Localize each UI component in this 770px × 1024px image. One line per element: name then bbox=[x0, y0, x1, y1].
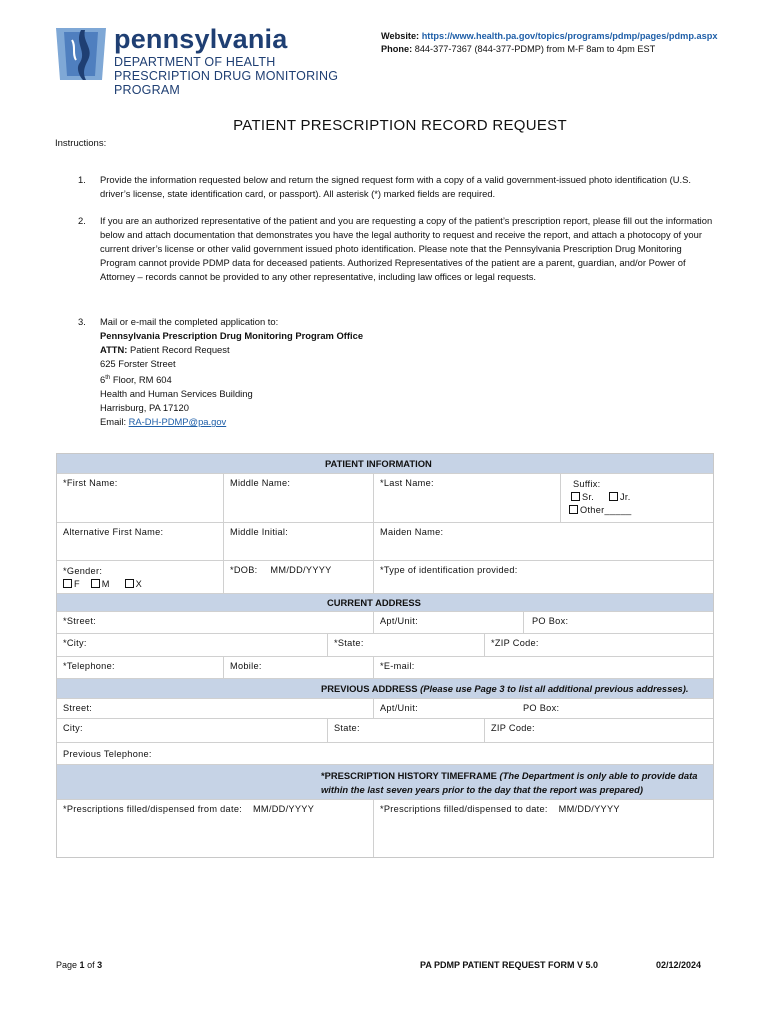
instructions-label: Instructions: bbox=[55, 138, 107, 149]
section-patient-information: PATIENT INFORMATION bbox=[57, 454, 713, 473]
prev-po-box-field[interactable]: PO Box: bbox=[523, 703, 560, 713]
zip-field[interactable]: *ZIP Code: bbox=[484, 634, 715, 656]
row-current-city bbox=[57, 633, 713, 656]
middle-initial-field[interactable]: Middle Initial: bbox=[223, 523, 373, 560]
contact-info bbox=[381, 30, 717, 56]
suffix-sr-checkbox[interactable] bbox=[571, 492, 580, 501]
instruction-1 bbox=[55, 173, 720, 203]
logo-wordmark: pennsylvania bbox=[114, 24, 288, 54]
pa-logo bbox=[52, 22, 382, 97]
to-date-format: MM/DD/YYYY bbox=[558, 804, 620, 814]
telephone-field[interactable]: *Telephone: bbox=[63, 661, 115, 671]
gender-label: *Gender: bbox=[63, 566, 103, 576]
page-title: PATIENT PRESCRIPTION RECORD REQUEST bbox=[233, 117, 567, 134]
last-name-field[interactable]: *Last Name: bbox=[373, 474, 560, 522]
address-floor: 6th Floor, RM 604 bbox=[100, 374, 172, 386]
gender-x-checkbox[interactable] bbox=[125, 579, 134, 588]
attn-value: Patient Record Request bbox=[130, 344, 230, 355]
instruction-2 bbox=[55, 214, 720, 302]
row-previous-city bbox=[57, 718, 713, 742]
prev-street-field[interactable]: Street: bbox=[63, 703, 93, 713]
previous-address-note: (Please use Page 3 to list all additional previous addresses). bbox=[420, 683, 689, 694]
id-type-field[interactable]: *Type of identification provided: bbox=[373, 561, 715, 593]
instruction-number: 3. bbox=[78, 316, 86, 327]
page-number: Page 1 of 3 bbox=[56, 960, 103, 970]
section-prescription-timeframe: *PRESCRIPTION HISTORY TIMEFRAME (The Department is only able to provide data within the last seven years prior to the day that the report was prepared) bbox=[57, 764, 713, 799]
maiden-name-field[interactable]: Maiden Name: bbox=[373, 523, 715, 560]
instruction-number: 2. bbox=[78, 215, 86, 226]
suffix-field: Suffix: Sr. Jr. Other_____ bbox=[560, 474, 715, 522]
row-names bbox=[57, 473, 713, 522]
from-date-format: MM/DD/YYYY bbox=[252, 804, 315, 814]
suffix-label: Suffix: bbox=[573, 479, 601, 489]
attn-label: ATTN: bbox=[100, 344, 128, 355]
prev-city-field[interactable]: City: bbox=[63, 723, 83, 733]
section-current-address: CURRENT ADDRESS bbox=[57, 593, 713, 611]
row-previous-phone bbox=[57, 742, 713, 764]
mail-intro: Mail or e-mail the completed application to: bbox=[100, 316, 279, 327]
section-previous-address: PREVIOUS ADDRESS (Please use Page 3 to list all additional previous addresses). bbox=[57, 678, 713, 698]
row-timeframe-dates bbox=[57, 799, 713, 857]
gender-field: *Gender: F M X bbox=[57, 561, 223, 593]
suffix-other-checkbox[interactable] bbox=[569, 505, 578, 514]
email-field[interactable]: *E-mail: bbox=[373, 657, 715, 678]
row-alt-names bbox=[57, 522, 713, 560]
street-field[interactable]: *Street: bbox=[63, 616, 97, 626]
dob-format: MM/DD/YYYY bbox=[270, 565, 332, 575]
middle-name-field[interactable]: Middle Name: bbox=[223, 474, 373, 522]
apt-unit-field[interactable]: Apt/Unit: bbox=[373, 612, 523, 633]
state-field[interactable]: *State: bbox=[327, 634, 484, 656]
prev-zip-field[interactable]: ZIP Code: bbox=[484, 719, 715, 742]
city-field[interactable]: *City: bbox=[63, 638, 87, 648]
form-date: 02/12/2024 bbox=[656, 960, 702, 970]
email-label: Email: bbox=[100, 416, 127, 428]
alt-first-name-field[interactable]: Alternative First Name: bbox=[63, 527, 164, 537]
form-version: PA PDMP PATIENT REQUEST FORM V 5.0 bbox=[420, 960, 599, 970]
row-current-street bbox=[57, 611, 713, 633]
logo-program: PRESCRIPTION DRUG MONITORING PROGRAM bbox=[114, 69, 339, 97]
logo-department: DEPARTMENT OF HEALTH bbox=[114, 55, 276, 69]
address-building: Health and Human Services Building bbox=[100, 388, 253, 400]
row-previous-street bbox=[57, 698, 713, 718]
phone-label: Phone: bbox=[381, 44, 413, 54]
instruction-number: 1. bbox=[78, 174, 86, 185]
dob-field[interactable]: *DOB: MM/DD/YYYY bbox=[223, 561, 373, 593]
row-gender-dob bbox=[57, 560, 713, 593]
suffix-jr-checkbox[interactable] bbox=[609, 492, 618, 501]
first-name-field[interactable]: *First Name: bbox=[63, 478, 118, 488]
instruction-text: Provide the information requested below and return the signed request form with a copy of a valid government-issued photo identification (U.S. driver’s license, state identification card, or passport). All asterisk (*) marked fields are required. bbox=[100, 174, 691, 199]
po-box-field[interactable]: PO Box: bbox=[523, 612, 715, 633]
website-link[interactable]: https://www.health.pa.gov/topics/programs/pdmp/pages/pdmp.aspx bbox=[421, 31, 718, 41]
prev-telephone-field[interactable]: Previous Telephone: bbox=[63, 749, 152, 759]
request-form bbox=[56, 453, 714, 858]
address-city: Harrisburg, PA 17120 bbox=[100, 402, 189, 414]
prev-state-field[interactable]: State: bbox=[327, 719, 484, 742]
website-label: Website: bbox=[381, 31, 420, 41]
keystone-logo-icon bbox=[52, 22, 110, 82]
instruction-3 bbox=[55, 315, 720, 433]
gender-m-checkbox[interactable] bbox=[91, 579, 100, 588]
mobile-field[interactable]: Mobile: bbox=[223, 657, 373, 678]
to-date-field[interactable]: *Prescriptions filled/dispensed to date: MM/DD/YYYY bbox=[373, 800, 715, 857]
phone-text: 844-377-7367 (844-377-PDMP) from M-F 8am to 4pm EST bbox=[414, 44, 656, 54]
from-date-field[interactable]: *Prescriptions filled/dispensed from date: MM/DD/YYYY bbox=[63, 804, 315, 814]
address-street: 625 Forster Street bbox=[100, 358, 176, 369]
gender-f-checkbox[interactable] bbox=[63, 579, 72, 588]
email-link[interactable]: RA-DH-PDMP@pa.gov bbox=[128, 416, 227, 428]
prev-apt-unit-field[interactable]: Apt/Unit: bbox=[373, 699, 523, 718]
office-name: Pennsylvania Prescription Drug Monitoring Program Office bbox=[100, 330, 364, 341]
instruction-text: If you are an authorized representative of the patient and you are requesting a copy of the patient’s prescription report, please fill out the information below and attach documentation that demonstrates you have the legal authority to request and receive the report, and attach a photocopy of your current driver’s license or other valid government issued photo identification. Please note that the Pennsylvania Prescription Drug Monitoring Program cannot provide PDMP data for deceased patients. Authorized Representatives of the patient are a parent, guardian, and/or Power of Attorney – records cannot be provided to any other representative, including law offices or legal requests. bbox=[100, 215, 713, 282]
row-current-phone bbox=[57, 656, 713, 678]
